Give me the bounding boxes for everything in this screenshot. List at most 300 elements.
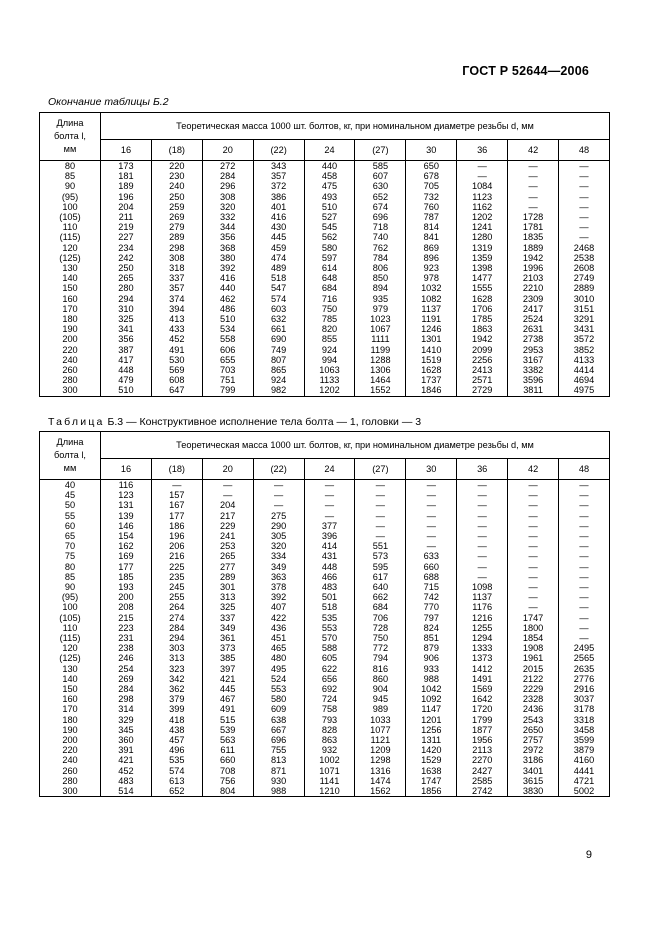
length-cell: 100 — [40, 602, 101, 612]
mass-cell: 1033 — [355, 715, 406, 725]
mass-cell: 661 — [253, 324, 304, 334]
table-row — [40, 602, 610, 612]
mass-cell: 296 — [202, 181, 253, 191]
mass-cell: 3037 — [559, 694, 610, 704]
mass-cell: — — [508, 511, 559, 521]
length-cell: 300 — [40, 385, 101, 396]
mass-cell: 123 — [101, 490, 152, 500]
table-row — [40, 572, 610, 582]
table-row — [40, 181, 610, 191]
length-header-line: мм — [63, 463, 77, 473]
mass-cell: — — [559, 232, 610, 242]
mass-cell: 3572 — [559, 334, 610, 344]
mass-cell: 448 — [304, 562, 355, 572]
mass-cell: 2608 — [559, 263, 610, 273]
mass-cell: 580 — [304, 243, 355, 253]
mass-cell: 301 — [202, 582, 253, 592]
length-cell: 170 — [40, 704, 101, 714]
mass-cell: 545 — [304, 222, 355, 232]
mass-cell: 703 — [202, 365, 253, 375]
mass-cell: 1856 — [406, 786, 457, 797]
mass-cell: 933 — [406, 664, 457, 674]
mass-cell: — — [406, 500, 457, 510]
mass-cell: 2889 — [559, 283, 610, 293]
mass-cell: 3458 — [559, 725, 610, 735]
mass-cell: 225 — [151, 562, 202, 572]
mass-cell: 394 — [151, 304, 202, 314]
mass-cell: 337 — [151, 273, 202, 283]
mass-cell: 416 — [253, 212, 304, 222]
length-cell: 190 — [40, 725, 101, 735]
mass-cell: 290 — [253, 521, 304, 531]
mass-cell: 553 — [304, 623, 355, 633]
mass-cell: — — [457, 541, 508, 551]
mass-cell: 535 — [304, 613, 355, 623]
mass-cell: 5002 — [559, 786, 610, 797]
mass-cell: 871 — [253, 766, 304, 776]
mass-cell: 718 — [355, 222, 406, 232]
mass-cell: 1846 — [406, 385, 457, 396]
mass-cell: — — [508, 541, 559, 551]
mass-cell: 3879 — [559, 745, 610, 755]
mass-cell: 357 — [253, 171, 304, 181]
mass-cell: — — [355, 521, 406, 531]
mass-cell: 1162 — [457, 202, 508, 212]
mass-cell: 230 — [151, 171, 202, 181]
mass-cell: 1133 — [304, 375, 355, 385]
mass-cell: 436 — [253, 623, 304, 633]
table-row — [40, 786, 610, 797]
mass-cell: — — [559, 602, 610, 612]
diameter-header: 36 — [457, 459, 508, 480]
mass-cell: 799 — [202, 385, 253, 396]
mass-cell: — — [508, 171, 559, 181]
table-row — [40, 263, 610, 273]
mass-cell: 2565 — [559, 653, 610, 663]
mass-cell: — — [559, 541, 610, 551]
length-cell: 150 — [40, 684, 101, 694]
mass-cell: 387 — [101, 345, 152, 355]
table-row — [40, 490, 610, 500]
mass-cell: — — [304, 480, 355, 491]
mass-cell: 1800 — [508, 623, 559, 633]
mass-cell: 440 — [304, 161, 355, 172]
mass-cell: 219 — [101, 222, 152, 232]
length-cell: 160 — [40, 694, 101, 704]
mass-cell: 452 — [101, 766, 152, 776]
length-header — [40, 432, 101, 480]
mass-cell: 2229 — [508, 684, 559, 694]
mass-cell: 1077 — [355, 725, 406, 735]
mass-cell: 1854 — [508, 633, 559, 643]
mass-cell: 314 — [101, 704, 152, 714]
mass-cell: 562 — [304, 232, 355, 242]
mass-cell: 569 — [151, 365, 202, 375]
mass-cell: 813 — [253, 755, 304, 765]
mass-cell: 640 — [355, 582, 406, 592]
mass-cell: 617 — [355, 572, 406, 582]
table-row — [40, 314, 610, 324]
mass-cell: 2635 — [559, 664, 610, 674]
mass-cell: 2309 — [508, 294, 559, 304]
mass-cell: 1191 — [406, 314, 457, 324]
diameter-header: 30 — [406, 140, 457, 161]
mass-cell: 518 — [304, 602, 355, 612]
mass-cell: 495 — [253, 664, 304, 674]
mass-cell: 828 — [304, 725, 355, 735]
length-header-line: болта l, — [54, 131, 86, 141]
diameter-header: 30 — [406, 459, 457, 480]
length-cell: 60 — [40, 521, 101, 531]
mass-cell: 728 — [355, 623, 406, 633]
mass-cell: — — [406, 541, 457, 551]
mass-cell: 284 — [151, 623, 202, 633]
mass-cell: 804 — [202, 786, 253, 797]
mass-cell: 1628 — [406, 365, 457, 375]
mass-cell: 1316 — [355, 766, 406, 776]
mass-cell: — — [559, 192, 610, 202]
mass-cell: 474 — [253, 253, 304, 263]
mass-cell: 1032 — [406, 283, 457, 293]
mass-cell: 334 — [253, 551, 304, 561]
mass-cell: — — [508, 551, 559, 561]
mass-cell: 162 — [101, 541, 152, 551]
table-row — [40, 776, 610, 786]
mass-cell: 2738 — [508, 334, 559, 344]
mass-cell: 459 — [253, 243, 304, 253]
length-header — [40, 113, 101, 161]
mass-cell: 688 — [406, 572, 457, 582]
mass-cell: 547 — [253, 283, 304, 293]
mass-cell: 229 — [202, 521, 253, 531]
mass-cell: 250 — [101, 263, 152, 273]
mass-cell: 580 — [253, 694, 304, 704]
mass-cell: 245 — [151, 582, 202, 592]
mass-cell: 483 — [101, 776, 152, 786]
mass-cell: 445 — [253, 232, 304, 242]
mass-cell: 374 — [151, 294, 202, 304]
length-cell: 260 — [40, 766, 101, 776]
mass-cell: 418 — [151, 715, 202, 725]
mass-cell: 1706 — [457, 304, 508, 314]
diameter-header: 42 — [508, 459, 559, 480]
mass-cell: 216 — [151, 551, 202, 561]
length-cell: (115) — [40, 232, 101, 242]
mass-cell: 807 — [253, 355, 304, 365]
mass-cell: 850 — [355, 273, 406, 283]
mass-cell: 357 — [151, 283, 202, 293]
length-cell: 280 — [40, 375, 101, 385]
mass-cell: 204 — [202, 500, 253, 510]
mass-cell: 2729 — [457, 385, 508, 396]
diameter-header: 48 — [559, 140, 610, 161]
mass-cell: 1628 — [457, 294, 508, 304]
mass-cell: 678 — [406, 171, 457, 181]
table-row — [40, 334, 610, 344]
mass-cell: 1781 — [508, 222, 559, 232]
mass-cell: 345 — [101, 725, 152, 735]
mass-cell: 988 — [406, 674, 457, 684]
mass-cell: 320 — [253, 541, 304, 551]
mass-cell: 373 — [202, 643, 253, 653]
mass-cell: 289 — [202, 572, 253, 582]
mass-cell: — — [559, 572, 610, 582]
table-row — [40, 521, 610, 531]
mass-cell: 368 — [202, 243, 253, 253]
mass-cell: 193 — [101, 582, 152, 592]
mass-cell: 491 — [202, 704, 253, 714]
mass-cell: — — [559, 633, 610, 643]
mass-cell: — — [559, 582, 610, 592]
mass-cell: 298 — [151, 243, 202, 253]
length-cell: 85 — [40, 572, 101, 582]
mass-cell: 989 — [355, 704, 406, 714]
length-cell: 90 — [40, 582, 101, 592]
table-row — [40, 385, 610, 396]
mass-cell: 177 — [101, 562, 152, 572]
mass-cell: — — [508, 480, 559, 491]
mass-cell: 1863 — [457, 324, 508, 334]
mass-cell: 692 — [304, 684, 355, 694]
mass-cell: 215 — [101, 613, 152, 623]
mass-cell: 169 — [101, 551, 152, 561]
mass-cell: 609 — [253, 704, 304, 714]
mass-cell: 1961 — [508, 653, 559, 663]
mass-cell: 185 — [101, 572, 152, 582]
mass-cell: 493 — [304, 192, 355, 202]
mass-cell: 146 — [101, 521, 152, 531]
mass-cell: 1176 — [457, 602, 508, 612]
mass-cell: — — [508, 181, 559, 191]
table-row — [40, 541, 610, 551]
mass-cell: 740 — [355, 232, 406, 242]
mass-cell: 851 — [406, 633, 457, 643]
mass-cell: 4414 — [559, 365, 610, 375]
mass-cell: 1202 — [457, 212, 508, 222]
mass-cell: 3401 — [508, 766, 559, 776]
mass-cell: 337 — [202, 613, 253, 623]
table-b2-caption: Окончание таблицы Б.2 — [48, 96, 169, 108]
mass-cell: 570 — [304, 633, 355, 643]
mass-cell: 3178 — [559, 704, 610, 714]
mass-cell: 879 — [406, 643, 457, 653]
table-row — [40, 304, 610, 314]
mass-cell: 1280 — [457, 232, 508, 242]
mass-cell: 491 — [151, 345, 202, 355]
mass-cell: 208 — [101, 602, 152, 612]
mass-cell: 762 — [355, 243, 406, 253]
mass-cell: 650 — [406, 161, 457, 172]
diameter-header: 20 — [202, 459, 253, 480]
mass-cell: 2742 — [457, 786, 508, 797]
mass-cell: 1098 — [457, 582, 508, 592]
table-row — [40, 766, 610, 776]
table-row — [40, 531, 610, 541]
length-cell: 45 — [40, 490, 101, 500]
mass-cell: 378 — [253, 582, 304, 592]
mass-cell: 674 — [355, 202, 406, 212]
mass-cell: 1464 — [355, 375, 406, 385]
mass-cell: 684 — [304, 283, 355, 293]
mass-cell: 361 — [202, 633, 253, 643]
mass-cell: 841 — [406, 232, 457, 242]
mass-cell: — — [457, 161, 508, 172]
mass-cell: 1199 — [355, 345, 406, 355]
mass-cell: 1202 — [304, 385, 355, 396]
mass-cell: 1319 — [457, 243, 508, 253]
mass-cell: 1720 — [457, 704, 508, 714]
table-row — [40, 582, 610, 592]
mass-cell: 349 — [253, 562, 304, 572]
mass-cell: 269 — [151, 212, 202, 222]
mass-cell: 820 — [304, 324, 355, 334]
mass-cell: 1301 — [406, 334, 457, 344]
mass-cell: 308 — [151, 253, 202, 263]
table-row — [40, 243, 610, 253]
length-cell: 140 — [40, 674, 101, 684]
diameter-header: (27) — [355, 140, 406, 161]
mass-cell: 988 — [253, 786, 304, 797]
mass-cell: 894 — [355, 283, 406, 293]
table-row — [40, 592, 610, 602]
mass-cell: 1298 — [355, 755, 406, 765]
table-row — [40, 212, 610, 222]
mass-cell: 1210 — [304, 786, 355, 797]
mass-cell: 924 — [304, 345, 355, 355]
mass-cell: — — [508, 572, 559, 582]
mass-cell: 553 — [253, 684, 304, 694]
mass-cell: 1002 — [304, 755, 355, 765]
mass-cell: 234 — [101, 243, 152, 253]
mass-cell: 489 — [253, 263, 304, 273]
mass-cell: — — [202, 490, 253, 500]
mass-cell: 611 — [202, 745, 253, 755]
mass-cell: 4975 — [559, 385, 610, 396]
mass-cell: 1137 — [457, 592, 508, 602]
mass-cell: 356 — [101, 334, 152, 344]
length-cell: (105) — [40, 613, 101, 623]
mass-cell: 1799 — [457, 715, 508, 725]
mass-cell: — — [355, 490, 406, 500]
length-cell: (95) — [40, 192, 101, 202]
mass-cell: 3431 — [559, 324, 610, 334]
mass-cell: 515 — [202, 715, 253, 725]
mass-cell: 413 — [151, 314, 202, 324]
mass-cell: 196 — [151, 531, 202, 541]
mass-cell: 289 — [151, 232, 202, 242]
mass-cell: 465 — [253, 643, 304, 653]
mass-cell: 279 — [151, 222, 202, 232]
mass-cell: — — [559, 562, 610, 572]
length-cell: 200 — [40, 735, 101, 745]
mass-cell: 613 — [151, 776, 202, 786]
mass-cell: 1569 — [457, 684, 508, 694]
mass-cell: 724 — [304, 694, 355, 704]
mass-cell: 416 — [202, 273, 253, 283]
mass-cell: — — [559, 171, 610, 181]
mass-cell: — — [406, 511, 457, 521]
table-b3-caption-text: Б.3 — Конструктивное исполнение тела болта — 1, головки — 3 — [107, 416, 422, 428]
length-cell: 220 — [40, 745, 101, 755]
diameter-header: 48 — [559, 459, 610, 480]
mass-cell: 706 — [355, 613, 406, 623]
mass-cell: — — [559, 623, 610, 633]
mass-cell: 1216 — [457, 613, 508, 623]
mass-cell: — — [559, 212, 610, 222]
mass-cell: 2468 — [559, 243, 610, 253]
mass-cell: 379 — [151, 694, 202, 704]
mass-cell: 2776 — [559, 674, 610, 684]
mass-cell: 772 — [355, 643, 406, 653]
table-row — [40, 253, 610, 263]
mass-cell: 4160 — [559, 755, 610, 765]
mass-cell: 1942 — [508, 253, 559, 263]
mass-cell: — — [406, 480, 457, 491]
length-cell: 80 — [40, 562, 101, 572]
table-row — [40, 735, 610, 745]
mass-cell: 445 — [202, 684, 253, 694]
mass-cell: 414 — [304, 541, 355, 551]
mass-cell: — — [457, 531, 508, 541]
mass-cell: 797 — [406, 613, 457, 623]
mass-cell: 217 — [202, 511, 253, 521]
mass-cell: 597 — [304, 253, 355, 263]
mass-cell: 386 — [253, 192, 304, 202]
mass-cell: 3852 — [559, 345, 610, 355]
table-row — [40, 653, 610, 663]
mass-cell: 2413 — [457, 365, 508, 375]
mass-cell: — — [457, 511, 508, 521]
table-b3 — [39, 431, 610, 797]
mass-cell: 475 — [304, 181, 355, 191]
mass-cell: — — [355, 511, 406, 521]
length-cell: 120 — [40, 643, 101, 653]
mass-cell: 284 — [101, 684, 152, 694]
mass-cell: 647 — [151, 385, 202, 396]
mass-cell: 177 — [151, 511, 202, 521]
diameter-header: 42 — [508, 140, 559, 161]
length-cell: (95) — [40, 592, 101, 602]
mass-cell: 294 — [151, 633, 202, 643]
mass-cell: 896 — [406, 253, 457, 263]
mass-cell: 204 — [101, 202, 152, 212]
mass-cell: 1474 — [355, 776, 406, 786]
mass-cell: — — [559, 181, 610, 191]
mass-cell: 1519 — [406, 355, 457, 365]
mass-cell: 756 — [202, 776, 253, 786]
mass-cell: — — [508, 562, 559, 572]
mass-cell: 255 — [151, 592, 202, 602]
mass-cell: 196 — [101, 192, 152, 202]
mass-cell: 246 — [101, 653, 152, 663]
table-row — [40, 674, 610, 684]
mass-cell: 932 — [304, 745, 355, 755]
mass-cell: — — [508, 531, 559, 541]
mass-cell: 869 — [406, 243, 457, 253]
table-row — [40, 725, 610, 735]
mass-cell: 588 — [304, 643, 355, 653]
mass-cell: — — [559, 521, 610, 531]
mass-cell: 855 — [304, 334, 355, 344]
document-code: ГОСТ Р 52644—2006 — [462, 64, 589, 78]
mass-cell: 1311 — [406, 735, 457, 745]
mass-cell: 325 — [101, 314, 152, 324]
mass-cell: 3151 — [559, 304, 610, 314]
mass-cell: 2328 — [508, 694, 559, 704]
mass-cell: — — [304, 490, 355, 500]
mass-cell: 344 — [202, 222, 253, 232]
length-cell: (125) — [40, 253, 101, 263]
